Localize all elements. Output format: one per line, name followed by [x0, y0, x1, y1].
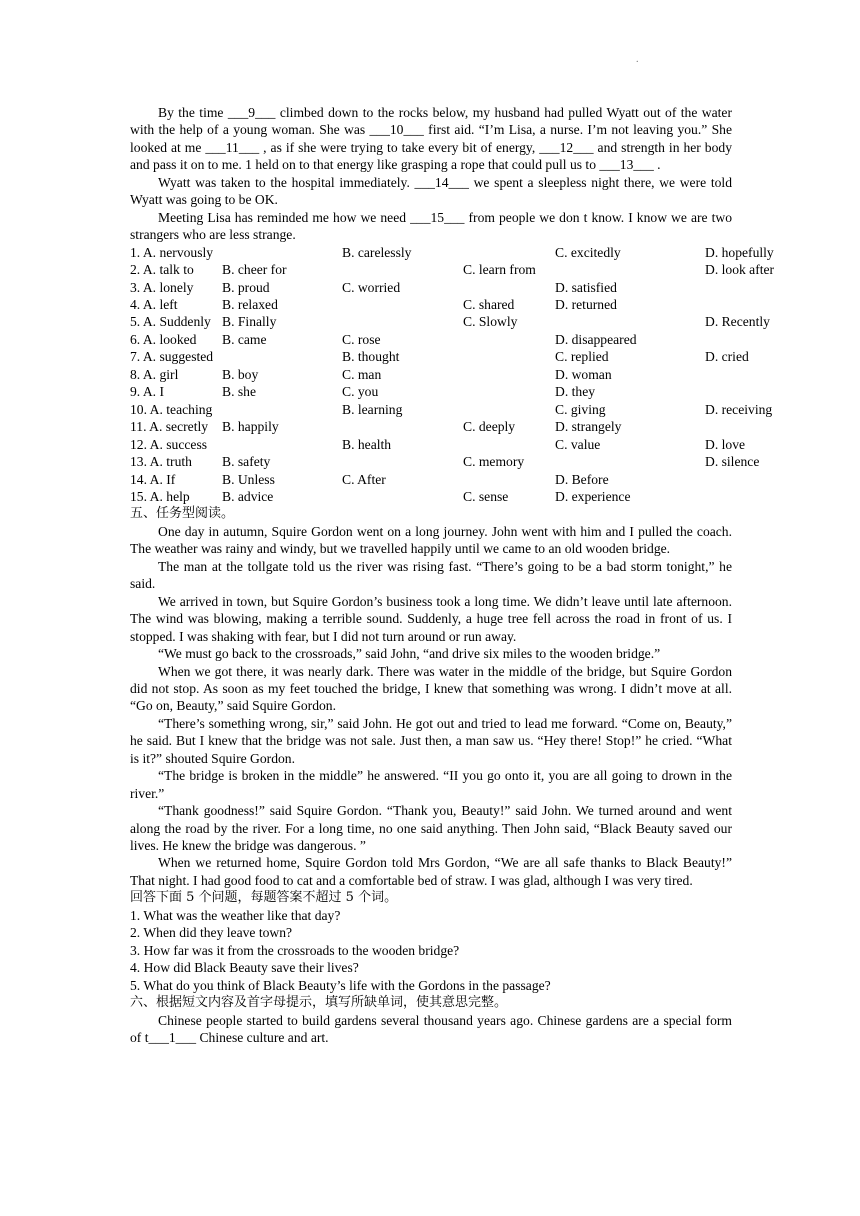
option-text: A. Suddenly	[142, 314, 211, 330]
option-number: 5.	[130, 314, 141, 330]
option-number: 7.	[130, 349, 141, 365]
option-text: A. nervously	[142, 244, 214, 260]
option-b: B. health	[342, 436, 392, 452]
option-number: 13.	[130, 454, 147, 470]
option-d: D. hopefully	[705, 244, 774, 260]
option-row	[130, 436, 746, 453]
option-b: B. Unless	[222, 471, 275, 487]
option-d: D. silence	[705, 454, 760, 470]
reading-paragraph: One day in autumn, Squire Gordon went on a long journey. John went with him and I pulled the coach. The weather was rainy and windy, but we travelled happily until we came to an old wooden bridge.	[130, 523, 732, 557]
question-line: 3. How far was it from the crossroads to the wooden bridge?	[130, 942, 460, 958]
option-a	[130, 383, 222, 400]
reading-paragraph: “The bridge is broken in the middle” he answered. “II you go onto it, you are all going to drown in the river.”	[130, 768, 732, 801]
option-a	[130, 279, 222, 296]
option-text: A. lonely	[142, 279, 194, 295]
passage-paragraph: By the time ___9___ climbed down to the rocks below, my husband had pulled Wyatt out of the water with the help of a young woman. She was ___10___ first aid. “I’m Lisa, a nurse. I’m not leaving you.” She looked at me ___11___ , as if she were trying to take every bit of energy, ___12___ and strength in her body and pass it on to me. 1 held on to that energy like grasping a rope that could pull us to ___13___ .	[130, 105, 732, 173]
option-c: C. deeply	[463, 419, 516, 435]
section-6-heading: 六、根据短文内容及首字母提示，填写所缺单词，使其意思完整。	[130, 995, 508, 1011]
reading-paragraph: When we got there, it was nearly dark. There was water in the middle of the bridge, but Squire Gordon did not stop. As soon as my feet touched the bridge, I knew that something was wrong. I didn’t move at all. “Go on, Beauty,” said Squire Gordon.	[130, 663, 732, 714]
option-text: A. truth	[149, 454, 192, 470]
option-a	[130, 471, 222, 488]
option-b: B. Finally	[222, 314, 277, 330]
option-c: C. replied	[555, 349, 609, 365]
option-b: B. safety	[222, 454, 271, 470]
option-number: 3.	[130, 279, 141, 295]
option-d: D. Recently	[705, 314, 770, 330]
option-b: B. proud	[222, 279, 270, 295]
option-d: D. strangely	[555, 419, 622, 435]
fill-paragraph: Chinese people started to build gardens several thousand years ago. Chinese gardens are a special form of t___1___ Chinese culture and art.	[130, 1012, 732, 1046]
option-a	[130, 436, 222, 453]
option-text: A. I	[142, 384, 165, 400]
option-c: C. Slowly	[463, 314, 518, 330]
option-text: A. help	[149, 488, 190, 504]
option-row	[130, 366, 732, 383]
reading-paragraph: “Thank goodness!” said Squire Gordon. “Thank you, Beauty!” said John. We turned around and went along the road by the river. For a long time, no one said anything. Then John said, “Black Beauty saved our lives. He knew the bridge was dangerous. ”	[130, 803, 732, 854]
option-c: C. shared	[463, 296, 515, 312]
passage-paragraph: Wyatt was taken to the hospital immediately. ___14___ we spent a sleepless night there, we were told Wyatt was going to be OK.	[130, 174, 732, 208]
option-d: D. love	[705, 436, 746, 452]
option-text: A. suggested	[142, 349, 214, 365]
option-row	[130, 453, 760, 470]
question-line: 2. When did they leave town?	[130, 925, 293, 941]
option-b: B. carelessly	[342, 244, 412, 260]
page-mark: .	[636, 54, 639, 65]
option-d: D. Before	[555, 471, 609, 487]
option-d: D. experience	[555, 488, 631, 504]
option-d: D. woman	[555, 366, 612, 382]
passage-paragraph: Meeting Lisa has reminded me how we need ___15___ from people we don t know. I know we are two strangers who are less strange.	[130, 209, 732, 243]
option-a	[130, 453, 222, 470]
option-row	[130, 401, 773, 418]
option-row	[130, 313, 770, 330]
option-c: C. rose	[342, 331, 381, 347]
option-row	[130, 331, 732, 348]
option-c: C. sense	[463, 488, 509, 504]
option-c: C. memory	[463, 454, 525, 470]
option-number: 10.	[130, 401, 147, 417]
option-number: 2.	[130, 262, 141, 278]
option-number: 8.	[130, 366, 141, 382]
option-number: 15.	[130, 488, 147, 504]
option-b: B. she	[222, 384, 256, 400]
option-row	[130, 244, 774, 261]
option-b: B. boy	[222, 366, 259, 382]
reading-paragraph: “We must go back to the crossroads,” said John, “and drive six miles to the wooden bridge.”	[158, 646, 661, 662]
option-text: A. If	[149, 471, 176, 487]
question-line: 4. How did Black Beauty save their lives?	[130, 960, 359, 976]
option-text: A. teaching	[149, 401, 213, 417]
option-c: C. worried	[342, 279, 401, 295]
option-b: B. happily	[222, 419, 279, 435]
option-d: D. they	[555, 384, 596, 400]
section-5-heading: 五、任务型阅读。	[130, 506, 235, 522]
option-a	[130, 296, 222, 313]
option-row	[130, 296, 732, 313]
option-row	[130, 348, 749, 365]
option-row	[130, 279, 732, 296]
option-row	[130, 471, 732, 488]
option-text: A. success	[149, 436, 208, 452]
option-c: C. learn from	[463, 262, 536, 278]
option-number: 1.	[130, 244, 141, 260]
option-number: 14.	[130, 471, 147, 487]
option-text: A. girl	[142, 366, 179, 382]
option-a	[130, 348, 222, 365]
option-c: C. value	[555, 436, 601, 452]
option-b: B. cheer for	[222, 262, 287, 278]
option-a	[130, 418, 222, 435]
option-number: 12.	[130, 436, 147, 452]
option-row	[130, 383, 732, 400]
option-c: C. giving	[555, 401, 606, 417]
option-a	[130, 244, 222, 261]
option-a	[130, 366, 222, 383]
option-text: A. left	[142, 296, 178, 312]
option-number: 11.	[130, 419, 147, 435]
option-b: B. relaxed	[222, 296, 278, 312]
document-page	[130, 104, 775, 1046]
option-b: B. thought	[342, 349, 400, 365]
option-d: D. look after	[705, 262, 775, 278]
option-a	[130, 313, 222, 330]
question-instruction: 回答下面 5 个问题，每题答案不超过 5 个词。	[130, 890, 398, 906]
option-d: D. satisfied	[555, 279, 617, 295]
option-number: 4.	[130, 296, 141, 312]
option-row	[130, 261, 775, 278]
option-c: C. you	[342, 384, 379, 400]
option-row	[130, 418, 732, 435]
option-b: B. advice	[222, 488, 274, 504]
option-a	[130, 488, 222, 505]
option-d: D. receiving	[705, 401, 773, 417]
option-d: D. disappeared	[555, 331, 637, 347]
option-row	[130, 488, 732, 505]
option-text: A. looked	[142, 331, 197, 347]
reading-paragraph: The man at the tollgate told us the river was rising fast. “There’s going to be a bad storm tonight,” he said.	[130, 558, 732, 592]
option-a	[130, 331, 222, 348]
reading-paragraph: When we returned home, Squire Gordon told Mrs Gordon, “We are all safe thanks to Black Beauty!” That night. I had good food to cat and a comfortable bed of straw. I was glad, although I was very tired.	[130, 855, 732, 888]
reading-paragraph: We arrived in town, but Squire Gordon’s business took a long time. We didn’t leave until late afternoon. The wind was blowing, making a terrible sound. Suddenly, a huge tree fell across the road in front of us. I stopped. I was shaking with fear, but I did not turn around or run away.	[130, 593, 732, 644]
option-a	[130, 401, 222, 418]
option-number: 6.	[130, 331, 141, 347]
option-c: C. man	[342, 366, 382, 382]
option-c: C. After	[342, 471, 386, 487]
option-b: B. came	[222, 331, 267, 347]
option-b: B. learning	[342, 401, 403, 417]
answer-options	[130, 244, 775, 506]
option-text: A. secretly	[149, 419, 209, 435]
question-line: 5. What do you think of Black Beauty’s life with the Gordons in the passage?	[130, 977, 551, 993]
option-number: 9.	[130, 384, 141, 400]
option-d: D. cried	[705, 349, 749, 365]
option-c: C. excitedly	[555, 244, 621, 260]
reading-paragraph: “There’s something wrong, sir,” said John. He got out and tried to lead me forward. “Come on, Beauty,” he said. But I knew that the bridge was not sale. Just then, a man saw us. “Hey there! Stop!” he cried. “What is it?” shouted Squire Gordon.	[130, 715, 732, 766]
option-a	[130, 261, 222, 278]
option-text: A. talk to	[142, 262, 194, 278]
option-d: D. returned	[555, 296, 617, 312]
question-line: 1. What was the weather like that day?	[130, 907, 341, 923]
